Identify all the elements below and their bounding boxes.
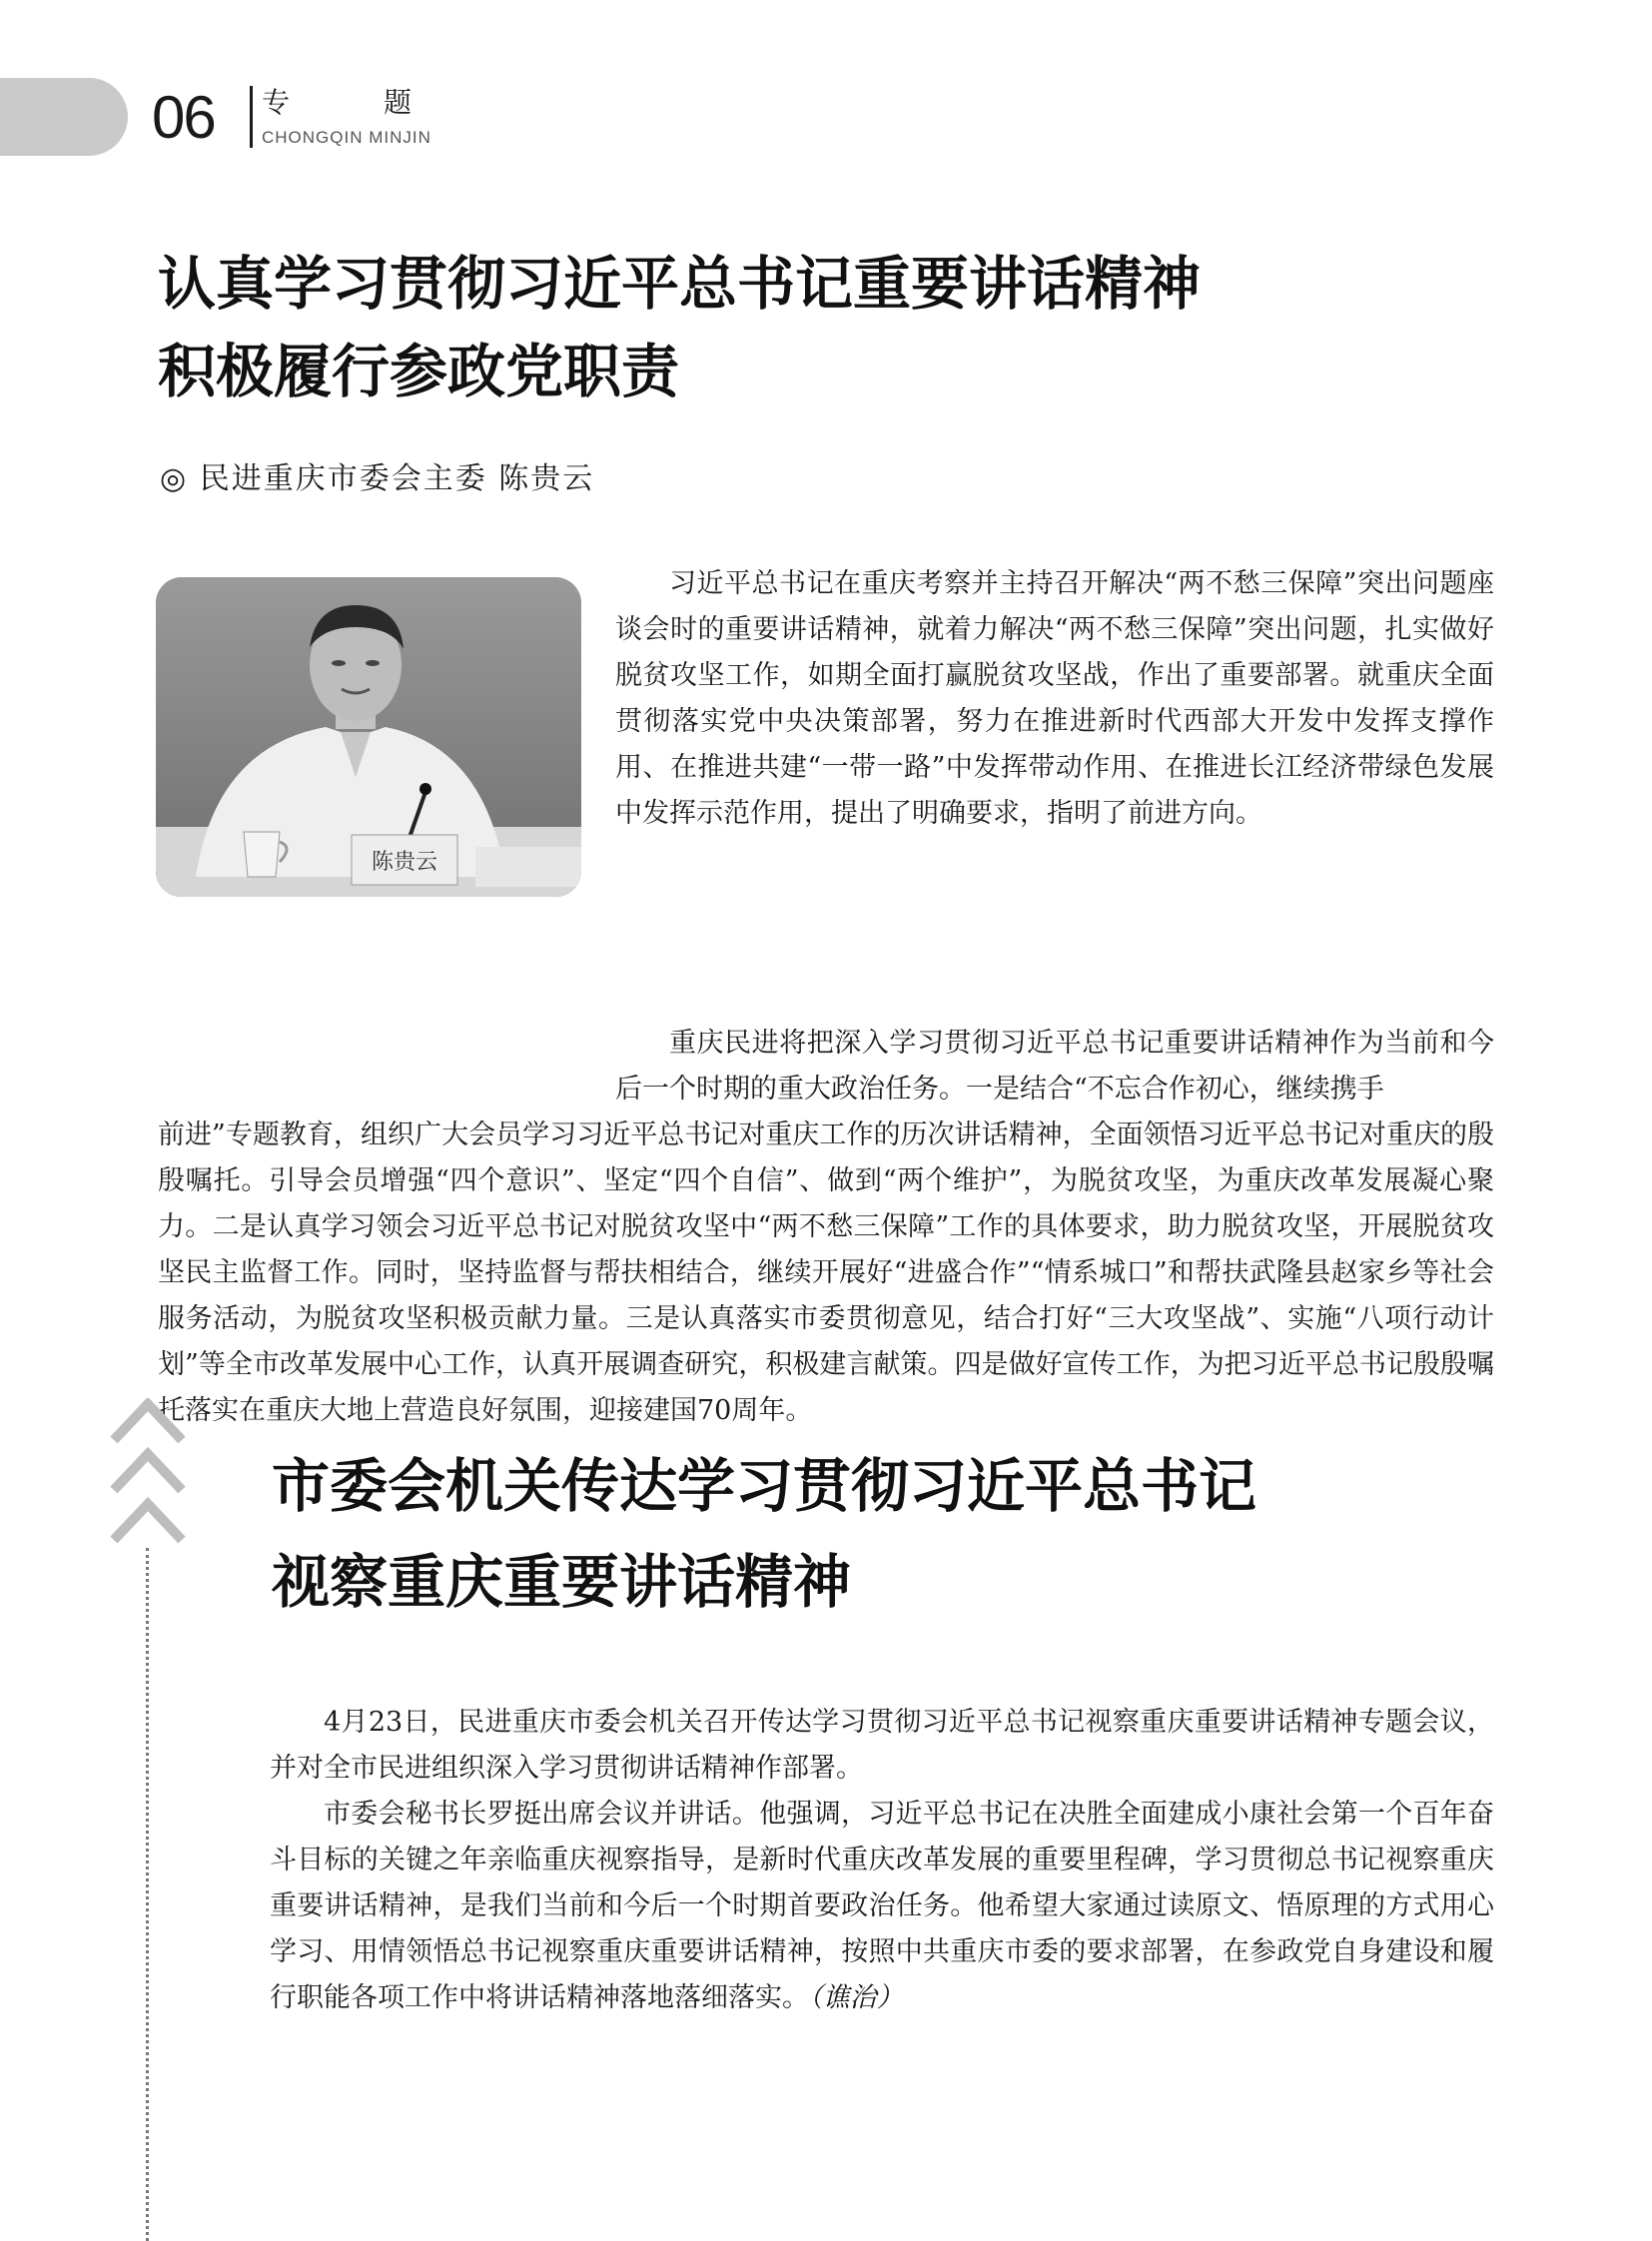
article1-title-line2: 积极履行参政党职责 [158,338,680,405]
article1-title-line1: 认真学习贯彻习近平总书记重要讲话精神 [158,250,1202,318]
chevron-decoration-icon [108,1398,188,1558]
header-tab [0,78,128,156]
article2-title [272,1438,1470,1630]
section-title-english: CHONGQIN MINJIN [262,128,431,147]
section-title [262,86,412,120]
article1-title [158,240,1416,415]
header-divider [250,86,253,148]
article2-body [270,1700,1494,2021]
article2-signature: （谯治） [809,1982,904,2013]
article2-title-line2: 视察重庆重要讲话精神 [272,1548,852,1616]
dotted-divider [146,1548,149,2241]
article1-byline: ◎ 民进重庆市委会主委 陈贵云 [160,461,595,496]
article2-title-line1: 市委会机关传达学习贯彻习近平总书记 [272,1452,1257,1520]
photo-caption: 陈贵云 [371,850,438,875]
author-photo [156,577,581,897]
article1-paragraph-1: 习近平总书记在重庆考察并主持召开解决“两不愁三保障”突出问题座谈会时的重要讲话精神，就着力解决“两不愁三保障”突出问题，扎实做好脱贫攻坚工作，如期全面打赢脱贫攻坚战，作出了重要部署。就重庆全面贯彻落实党中央决策部署，努力在推进新时代西部大开发中发挥支撑作用、在推进共建“一带一路”中发挥带动作用、在推进长江经济带绿色发展中发挥示范作用，提出了明确要求，指明了前进方向。 [615,568,1494,829]
article2-paragraph-1: 4月23日，民进重庆市委会机关召开传达学习贯彻习近平总书记视察重庆重要讲话精神专题会议，并对全市民进组织深入学习贯彻讲话精神作部署。 [270,1707,1494,1784]
article2-paragraph-2 [270,1792,1494,2021]
section-title-char-1: 专 [262,86,291,119]
page-number: 06 [152,84,215,151]
article2-paragraph-2-text: 市委会秘书长罗挺出席会议并讲话。他强调，习近平总书记在决胜全面建成小康社会第一个百年奋斗目标的关键之年亲临重庆视察指导，是新时代重庆改革发展的重要里程碑，学习贯彻总书记视察重庆重要讲话精神，是我们当前和今后一个时期首要政治任务。他希望大家通过读原文、悟原理的方式用心学习、用情领悟总书记视察重庆重要讲话精神，按照中共重庆市委的要求部署，在参政党自身建设和履行职能各项工作中将讲话精神落地落细落实。 [270,1799,1494,2013]
section-title-char-2: 题 [383,86,412,119]
article1-paragraph-2-start: 重庆民进将把深入学习贯彻习近平总书记重要讲话精神作为当前和今后一个时期的重大政治任务。一是结合“不忘合作初心，继续携手 [615,1028,1494,1105]
article1-paragraph-2-rest: 前进”专题教育，组织广大会员学习习近平总书记对重庆工作的历次讲话精神，全面领悟习近平总书记对重庆的殷殷嘱托。引导会员增强“四个意识”、坚定“四个自信”、做到“两个维护”，为脱贫攻坚，为重庆改革发展凝心聚力。二是认真学习领会习近平总书记对脱贫攻坚中“两不愁三保障”工作的具体要求，助力脱贫攻坚，开展脱贫攻坚民主监督工作。同时，坚持监督与帮扶相结合，继续开展好“进盛合作”“情系城口”和帮扶武隆县赵家乡等社会服务活动，为脱贫攻坚积极贡献力量。三是认真落实市委贯彻意见，结合打好“三大攻坚战”、实施“八项行动计划”等全市改革发展中心工作，认真开展调查研究，积极建言献策。四是做好宣传工作，为把习近平总书记殷殷嘱托落实在重庆大地上营造良好氛围，迎接建国70周年。 [158,1120,1494,1426]
